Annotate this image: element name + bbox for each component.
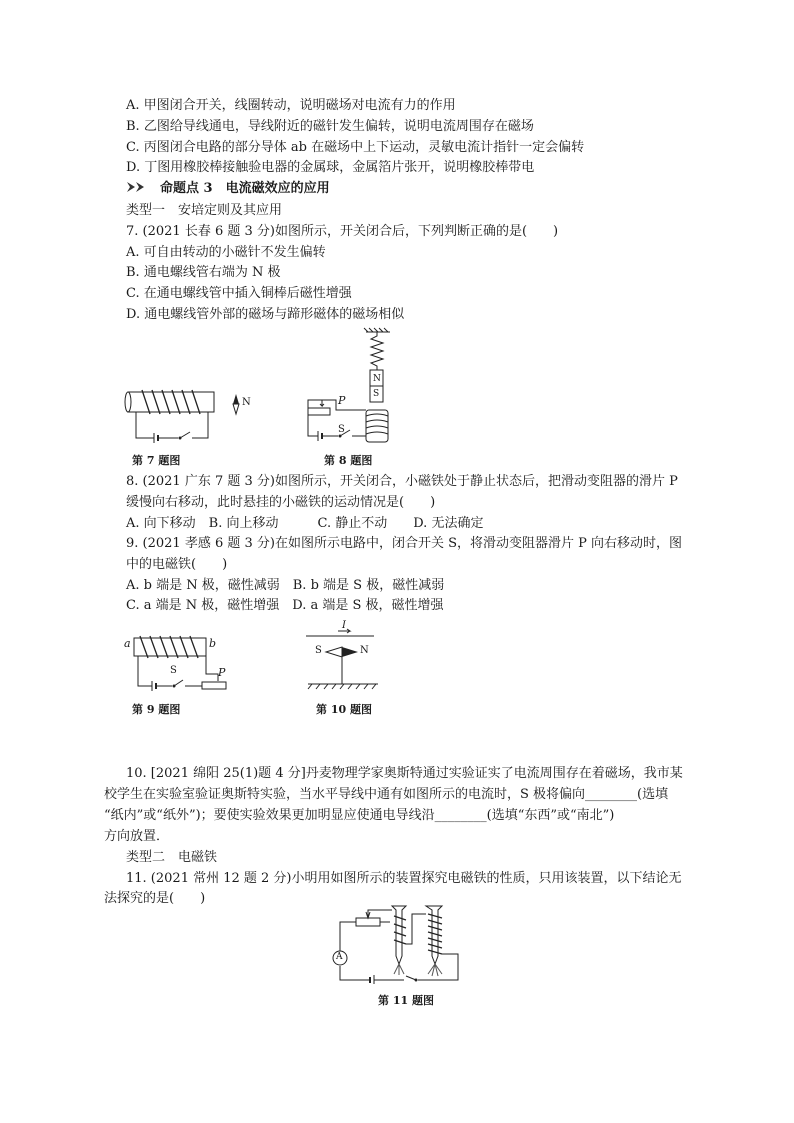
figure-8 [300,326,420,448]
fig8-caption: 第 8 题图 [324,454,373,467]
fig7-n-label: N [242,397,251,408]
q8-line-2: 缓慢向右移动，此时悬挂的小磁铁的运动情况是( ) [126,495,436,510]
q7-option-a: A. 可自由转动的小磁针不发生偏转 [126,245,326,260]
q7-stem: 7. (2021 长春 6 题 3 分)如图所示，开关闭合后，下列判断正确的是( ) [126,224,559,239]
q10-line-2: 校学生在实验室验证奥斯特实验，当水平导线中通有如图所示的电流时，S 极将偏向________(选填 [104,787,669,802]
fig8-s-switch-label: S [338,424,345,435]
q11-line-1: 11. (2021 常州 12 题 2 分)小明用如图所示的装置探究电磁铁的性质，只用该装置，以下结论无 [126,871,682,886]
fig9-b-label: b [209,637,217,650]
double-chevron-icon [126,181,152,193]
fig7-caption: 第 7 题图 [132,454,181,467]
q10-line-4: 方向放置． [104,829,170,844]
q10-line-1: 10. [2021 绵阳 25(1)题 4 分]丹麦物理学家奥斯特通过实验证实了电流周围存在着磁场，我市某 [126,766,683,781]
fig8-p-label: P [338,394,346,407]
fig11-caption: 第 11 题图 [378,994,434,1007]
q7-option-b: B. 通电螺线管右端为 N 极 [126,265,281,280]
fig9-s-label: S [170,665,177,676]
q9-options-cd: C. a 端是 N 极，磁性增强 D. a 端是 S 极，磁性增强 [126,598,444,613]
q6-option-a: A. 甲图闭合开关，线圈转动，说明磁场对电流有力的作用 [126,98,456,113]
fig9-caption: 第 9 题图 [132,703,181,716]
figure-11 [326,900,466,984]
fig10-i-label: I [342,620,346,631]
q9-options-ab: A. b 端是 N 极，磁性减弱 B. b 端是 S 极，磁性减弱 [126,578,445,593]
q7-option-c: C. 在通电螺线管中插入铜棒后磁性增强 [126,286,352,301]
fig10-caption: 第 10 题图 [316,703,372,716]
q10-line-3: “纸内”或“纸外”)；要使实验效果更加明显应使通电导线沿________(选填“东西”或“南北”) [104,808,615,823]
figure-9 [122,630,242,694]
q8-line-1: 8. (2021 广东 7 题 3 分)如图所示，开关闭合，小磁铁处于静止状态后，把滑动变阻器的滑片 P [126,474,678,489]
fig9-p-label: P [218,666,226,679]
fig10-s-label: S [315,645,322,656]
q6-option-c: C. 丙图闭合电路的部分导体 ab 在磁场中上下运动，灵敏电流计指针一定会偏转 [126,140,585,155]
q11-line-2: 法探究的是( ) [104,891,206,906]
q9-line-1: 9. (2021 孝感 6 题 3 分)在如图所示电路中，闭合开关 S，将滑动变阻器滑片 P 向右移动时，图 [126,536,683,551]
q9-line-2: 中的电磁铁( ) [126,557,228,572]
figure-7 [120,380,260,448]
fig10-n-label: N [360,645,369,656]
fig9-a-label: a [124,637,131,650]
q6-option-b: B. 乙图给导线通电，导线附近的磁针发生偏转，说明电流周围存在磁场 [126,119,534,134]
fig11-ammeter-label: A [336,952,343,962]
fig8-magnet-n-label: N [373,374,381,384]
q6-option-d: D. 丁图用橡胶棒接触验电器的金属球，金属箔片张开，说明橡胶棒带电 [126,160,535,175]
section-header [126,181,330,197]
type2-heading: 类型二 电磁铁 [126,850,218,865]
fig8-magnet-s-label: S [373,389,380,399]
section-header-text: 命题点 3 电流磁效应的应用 [160,181,330,196]
type1-heading: 类型一 安培定则及其应用 [126,203,283,218]
figure-10 [304,622,384,692]
q8-options: A. 向下移动 B. 向上移动 C. 静止不动 D. 无法确定 [126,516,484,531]
q7-option-d: D. 通电螺线管外部的磁场与蹄形磁体的磁场相似 [126,307,405,322]
